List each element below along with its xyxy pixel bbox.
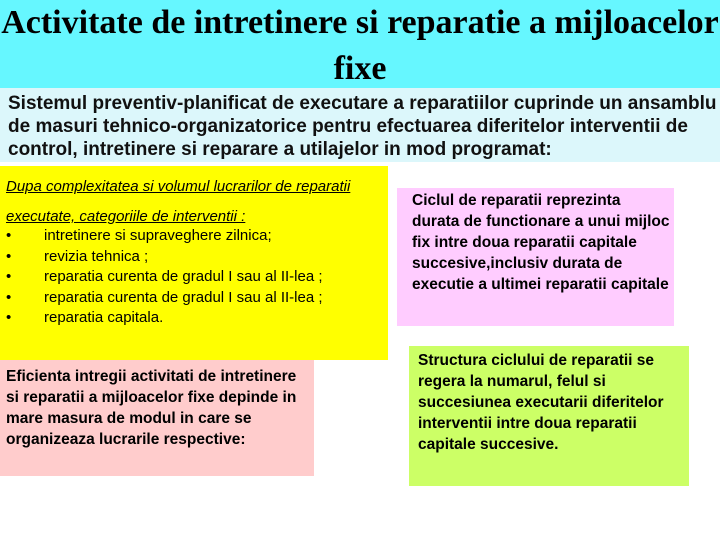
list-item-label: reparatia curenta de gradul I sau al II-lea ; xyxy=(44,288,323,306)
list-item-label: reparatia capitala. xyxy=(44,309,164,326)
repair-cycle-text: Ciclul de reparatii reprezinta durata de functionare a unui mijloc fix intre doua reparatii capitale succesive,inclusiv durata de executie a ultimei reparatii capitale xyxy=(412,192,670,293)
bullet-icon: • xyxy=(6,288,12,306)
cycle-structure-text: Structura ciclului de reparatii se regera la numarul, felul si succesiunea executarii diferitelor interventii intre doua reparatii capitale succesive. xyxy=(418,352,664,453)
list-item xyxy=(6,288,386,309)
list-item xyxy=(6,267,386,288)
categories-heading: Dupa complexitatea si volumul lucrarilor de reparatii executate, categoriile de interventii : xyxy=(6,178,351,225)
bullet-icon: • xyxy=(6,309,12,326)
slide-title: Activitate de intretinere si reparatie a mijloacelor fixe xyxy=(1,4,719,87)
list-item xyxy=(6,226,386,247)
intro-paragraph: Sistemul preventiv-planificat de executare a reparatiilor cuprinde un ansamblu de masuri tehnico-organizatorice pentru efectuarea diferitelor interventii de control, intretinere si reparare a utilajelor in mod programat: xyxy=(8,93,717,160)
bullet-icon: • xyxy=(6,227,12,244)
list-item xyxy=(6,247,386,268)
list-item-label: reparatia curenta de gradul I sau al II-lea ; xyxy=(44,268,323,285)
list-item-label: revizia tehnica ; xyxy=(44,247,149,265)
bullet-icon: • xyxy=(6,247,12,265)
list-item xyxy=(6,308,386,329)
categories-list xyxy=(6,226,386,329)
bullet-icon: • xyxy=(6,268,12,285)
efficiency-text: Eficienta intregii activitati de intretinere si reparatii a mijloacelor fixe depinde in mare masura de modul in care se organizeaza lucrarile respective: xyxy=(6,368,297,448)
list-item-label: intretinere si supraveghere zilnica; xyxy=(44,227,272,244)
